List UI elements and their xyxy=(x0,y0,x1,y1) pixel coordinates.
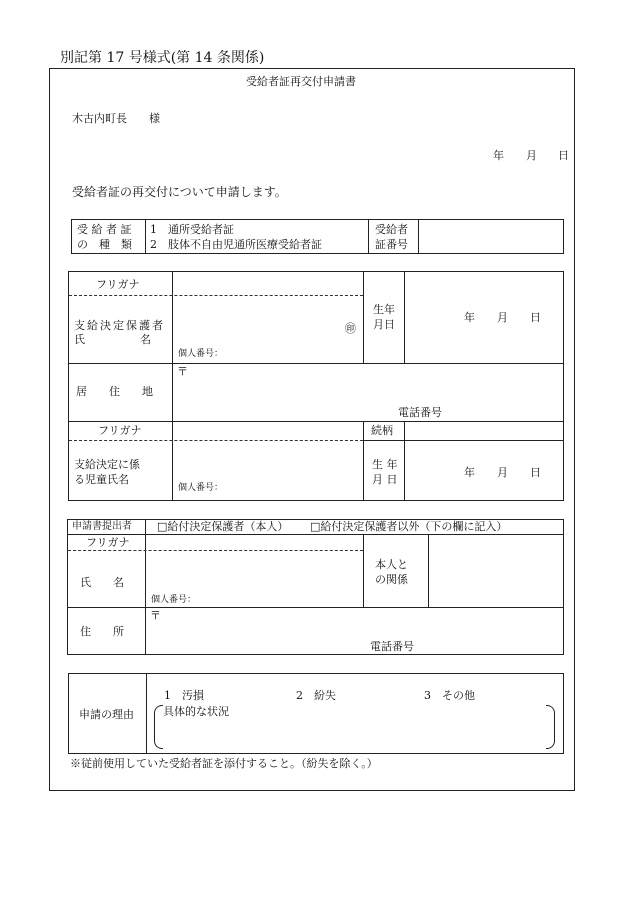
child-name-label-1: 支給決定に係 xyxy=(74,458,140,471)
guardian-birth-day[interactable]: 日 xyxy=(530,311,541,324)
guardian-birth-label-1: 生年 xyxy=(373,303,395,316)
child-birth-year[interactable]: 年 xyxy=(464,466,475,479)
intro-text: 受給者証の再交付について申請します。 xyxy=(72,185,287,199)
submitter-postal-mark: 〒 xyxy=(150,609,161,622)
submitter-relation-label-1: 本人と xyxy=(375,558,408,571)
submitter-personal-number-label: 個人番号： xyxy=(151,595,197,605)
child-birth-day[interactable]: 日 xyxy=(530,466,541,479)
date-month[interactable]: 月 xyxy=(526,149,537,162)
submitter-furigana-field[interactable] xyxy=(147,536,362,549)
child-name-label-2: る児童氏名 xyxy=(74,473,129,486)
child-furigana-label: フリガナ xyxy=(98,424,142,437)
child-furigana-field[interactable] xyxy=(174,423,362,439)
detail-bracket-right xyxy=(546,705,555,749)
child-birth-label-2: 月 日 xyxy=(372,473,398,486)
child-name-field[interactable] xyxy=(174,442,362,480)
child-relation-label: 続柄 xyxy=(371,424,393,437)
guardian-address-label: 居 住 地 xyxy=(76,385,153,398)
guardian-postal-mark: 〒 xyxy=(177,365,188,378)
cert-number-field[interactable] xyxy=(420,221,562,252)
guardian-furigana-field[interactable] xyxy=(174,273,362,294)
guardian-name-label-1: 支給決定保護者 xyxy=(74,319,165,332)
form-number: 別記第 17 号様式(第 14 条関係) xyxy=(60,50,265,66)
submitter-label: 申請書提出者 xyxy=(72,521,132,532)
cert-number-label-2: 証番号 xyxy=(375,238,408,251)
submitter-address-field[interactable] xyxy=(147,609,562,639)
child-birth-label-1: 生 年 xyxy=(372,458,398,471)
cert-option-1[interactable]: 1 通所受給者証 xyxy=(150,223,234,236)
seal-mark: ㊞ xyxy=(345,322,356,335)
form-title: 受給者証再交付申請書 xyxy=(246,75,356,88)
submitter-relation-field[interactable] xyxy=(430,536,562,605)
guardian-personal-number-label: 個人番号： xyxy=(178,349,224,359)
guardian-name-field[interactable] xyxy=(174,297,362,347)
guardian-birth-month[interactable]: 月 xyxy=(497,311,508,324)
submitter-name-field[interactable] xyxy=(147,552,362,592)
submitter-option-other[interactable]: □給付決定保護者以外（下の欄に記入） xyxy=(310,520,508,533)
submitter-address-label: 住 所 xyxy=(80,625,124,638)
detail-bracket-left xyxy=(154,705,163,749)
submitter-furigana-label: フリガナ xyxy=(86,536,130,549)
submitter-phone-label: 電話番号 xyxy=(370,640,414,653)
cert-type-label-1: 受 給 者 証 xyxy=(77,223,132,236)
submitter-relation-label-2: の関係 xyxy=(375,573,408,586)
guardian-name-label-2: 氏 名 xyxy=(74,333,151,346)
cert-option-2[interactable]: 2 肢体不自由児通所医療受給者証 xyxy=(150,238,322,251)
guardian-birth-label-2: 月日 xyxy=(373,318,395,331)
reason-detail-label: 具体的な状況 xyxy=(163,705,229,718)
guardian-furigana-label: フリガナ xyxy=(96,278,140,291)
guardian-address-field[interactable] xyxy=(174,365,562,405)
child-personal-number-label: 個人番号： xyxy=(178,483,224,493)
child-relation-field[interactable] xyxy=(406,423,562,439)
guardian-birth-year[interactable]: 年 xyxy=(464,311,475,324)
guardian-phone-label: 電話番号 xyxy=(398,406,442,419)
reason-option-lost[interactable]: 2 紛失 xyxy=(296,689,336,702)
child-birth-month[interactable]: 月 xyxy=(497,466,508,479)
submitter-option-self[interactable]: □給付決定保護者（本人） xyxy=(157,520,289,533)
date-day[interactable]: 日 xyxy=(558,149,569,162)
reason-label: 申請の理由 xyxy=(79,708,134,721)
date-year[interactable]: 年 xyxy=(493,149,504,162)
footnote: ※従前使用していた受給者証を添付すること。（紛失を除く。） xyxy=(70,757,378,770)
submitter-name-label: 氏 名 xyxy=(80,576,124,589)
addressee: 木古内町長 様 xyxy=(72,112,160,125)
reason-option-other[interactable]: 3 その他 xyxy=(424,689,475,702)
reason-detail-field[interactable] xyxy=(163,720,543,746)
reason-option-soiled[interactable]: 1 汚損 xyxy=(164,689,204,702)
cert-type-label-2: の 種 類 xyxy=(77,238,132,251)
cert-number-label-1: 受給者 xyxy=(375,223,408,236)
